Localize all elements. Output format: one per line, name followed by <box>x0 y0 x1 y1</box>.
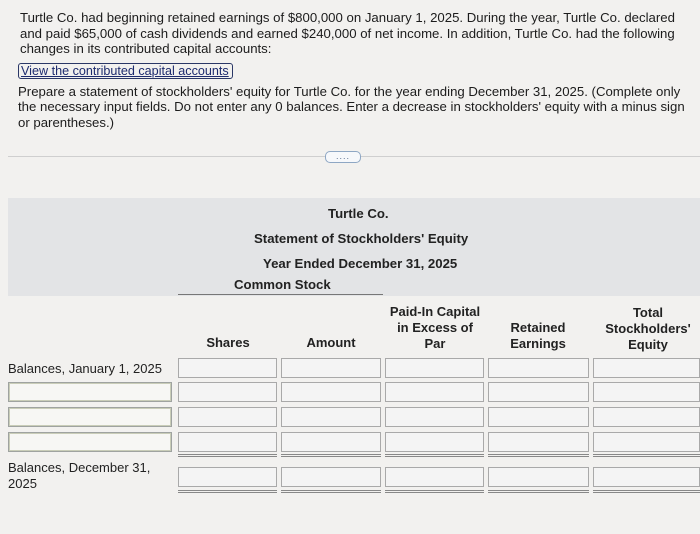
row-3-shares-input[interactable] <box>178 432 277 452</box>
row-label-ending-line-1: Balances, December 31, <box>8 460 151 475</box>
double-underline <box>488 490 589 493</box>
col-header-retained-line-2: Earnings <box>510 336 566 351</box>
row-3-amount-input[interactable] <box>281 432 381 452</box>
col-header-paid-in-line-3: Par <box>424 336 446 351</box>
total-rule <box>488 454 589 457</box>
col-header-retained-earnings <box>488 320 588 352</box>
beginning-retained-earnings-input[interactable] <box>488 358 589 378</box>
double-underline <box>593 490 700 493</box>
row-2-retained-earnings-input[interactable] <box>488 407 589 427</box>
row-1-retained-earnings-input[interactable] <box>488 382 589 402</box>
expand-more-button[interactable]: .... <box>325 151 361 163</box>
row-2-total-equity-input[interactable] <box>593 407 700 427</box>
problem-intro: Turtle Co. had beginning retained earnings of $800,000 on January 1, 2025. During the year, Turtle Co. declared and paid $65,000 of cash dividends and earned $240,000 of net income. In addition, Turtle Co. had the following changes in its contributed capital accounts: <box>20 10 675 56</box>
row-1-shares-input[interactable] <box>178 382 277 402</box>
row-3-description-input[interactable] <box>8 432 172 452</box>
total-rule <box>178 454 277 457</box>
col-header-shares: Shares <box>206 335 250 350</box>
row-label-beginning-balance: Balances, January 1, 2025 <box>8 361 162 376</box>
company-name: Turtle Co. <box>328 206 389 221</box>
row-3-total-equity-input[interactable] <box>593 432 700 452</box>
ending-amount-input[interactable] <box>281 467 381 487</box>
row-label-ending-balance <box>8 460 150 492</box>
row-1-paid-in-capital-input[interactable] <box>385 382 484 402</box>
col-header-total-line-1: Total <box>632 305 664 320</box>
total-rule <box>385 454 484 457</box>
col-header-paid-in-line-2: in Excess of <box>397 320 473 335</box>
problem-instructions: Prepare a statement of stockholders' equity for Turtle Co. for the year ending December 31, 2025. (Complete only the necessary input fields. Do not enter any 0 balances. Enter a decrease in stockholders' equity with a minus sign or parentheses.) <box>18 84 685 130</box>
beginning-amount-input[interactable] <box>281 358 381 378</box>
row-label-ending-line-2: 2025 <box>8 476 37 491</box>
beginning-shares-input[interactable] <box>178 358 277 378</box>
beginning-total-equity-input[interactable] <box>593 358 700 378</box>
total-rule <box>281 454 381 457</box>
ending-retained-earnings-input[interactable] <box>488 467 589 487</box>
col-header-paid-in-line-1: Paid-In Capital <box>389 304 481 319</box>
row-2-paid-in-capital-input[interactable] <box>385 407 484 427</box>
view-contributed-capital-link[interactable]: View the contributed capital accounts <box>18 63 233 79</box>
double-underline <box>385 490 484 493</box>
ending-shares-input[interactable] <box>178 467 277 487</box>
row-1-total-equity-input[interactable] <box>593 382 700 402</box>
col-header-total-equity <box>596 305 700 353</box>
col-header-total-line-3: Equity <box>628 337 668 352</box>
common-stock-underline <box>178 294 383 295</box>
total-rule <box>593 454 700 457</box>
row-3-retained-earnings-input[interactable] <box>488 432 589 452</box>
row-2-shares-input[interactable] <box>178 407 277 427</box>
common-stock-group-header: Common Stock <box>234 277 331 292</box>
beginning-paid-in-capital-input[interactable] <box>385 358 484 378</box>
col-header-amount: Amount <box>306 335 356 350</box>
col-header-total-line-2: Stockholders' <box>605 321 691 336</box>
row-3-paid-in-capital-input[interactable] <box>385 432 484 452</box>
row-1-description-input[interactable] <box>8 382 172 402</box>
row-2-description-input[interactable] <box>8 407 172 427</box>
ending-paid-in-capital-input[interactable] <box>385 467 484 487</box>
double-underline <box>178 490 277 493</box>
statement-title: Statement of Stockholders' Equity <box>254 231 469 246</box>
col-header-paid-in-capital <box>380 304 490 352</box>
double-underline <box>281 490 381 493</box>
col-header-retained-line-1: Retained <box>510 320 566 335</box>
row-2-amount-input[interactable] <box>281 407 381 427</box>
ending-total-equity-input[interactable] <box>593 467 700 487</box>
statement-period: Year Ended December 31, 2025 <box>263 256 458 271</box>
row-1-amount-input[interactable] <box>281 382 381 402</box>
